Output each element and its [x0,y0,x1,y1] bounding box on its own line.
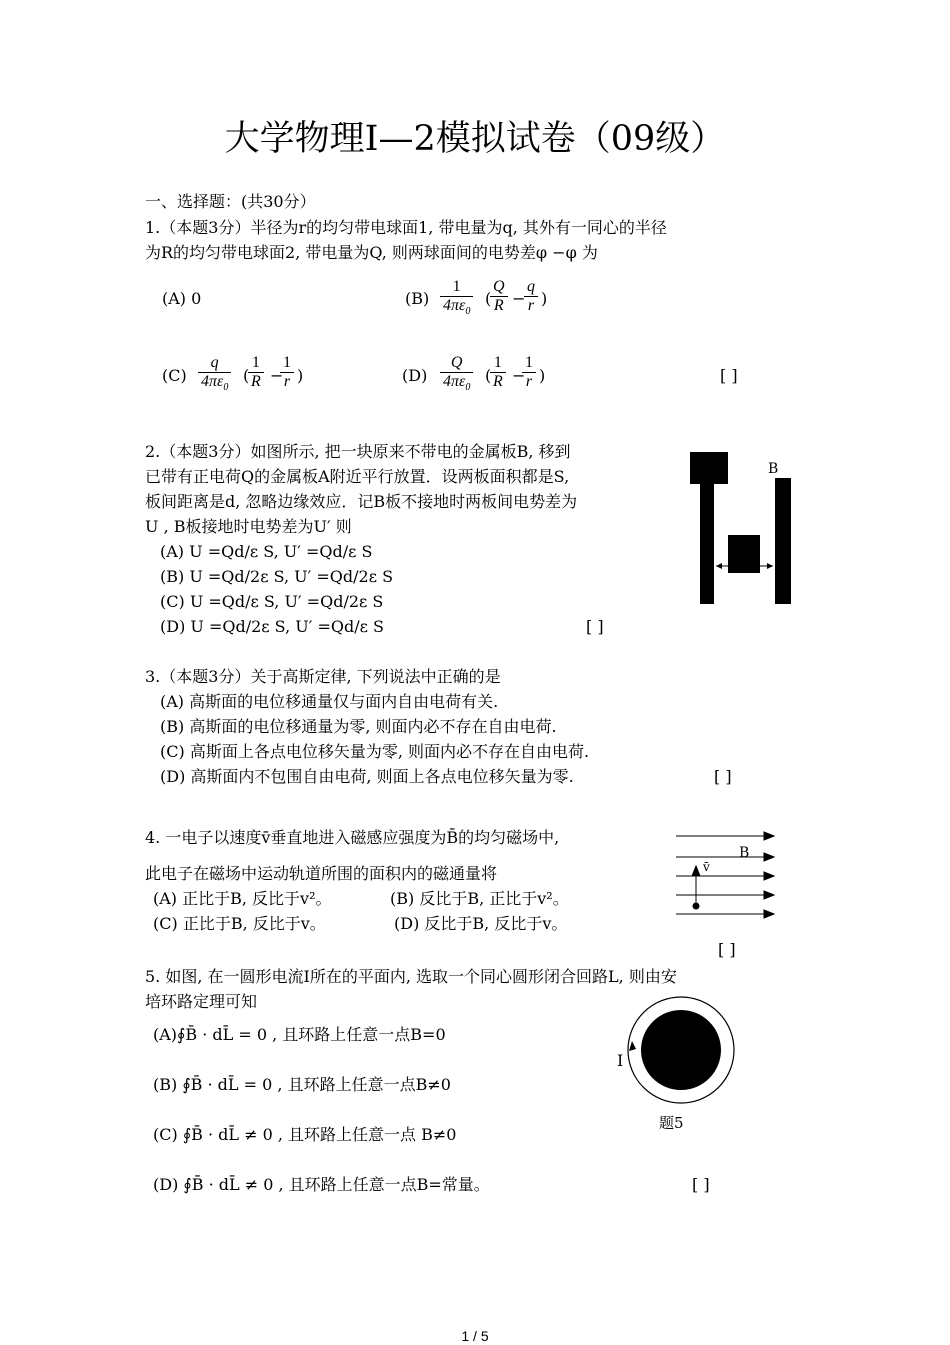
q2-stem-line1: 2.（本题3分）如图所示, 把一块原来不带电的金属板B, 移到 [145,442,571,461]
q5-option-c: (C) ∮B̄ · dL̄ ≠ 0 , 且环路上任意一点 B≠0 [153,1125,457,1144]
q2-option-c: (C) U =Qd/ε S, U′ =Qd/2ε S [160,592,384,611]
q1-option-c-label: (C) [162,366,187,385]
q3-option-d: (D) 高斯面内不包围自由电荷, 则面上各点电位移矢量为零. [160,767,574,786]
q5-stem-line2: 培环路定理可知 [145,992,258,1011]
q3-option-c: (C) 高斯面上各点电位移矢量为零, 则面内必不存在自由电荷. [160,742,590,761]
q3-option-b: (B) 高斯面的电位移通量为零, 则面内必不存在自由电荷. [160,717,557,736]
q1-b-frac-Q-R: $\frac{Q}{R}$ [490,278,508,315]
q1-option-a: (A) 0 [162,289,202,308]
plate-a [700,484,714,604]
q2-answer-bracket[interactable]: [ ] [586,617,604,636]
q2-stem-line3: 板间距离是d, 忽略边缘效应．记B板不接地时两板间电势差为 [145,492,578,511]
q4-field-figure [672,826,782,921]
plate-b [775,478,791,604]
q2-option-d: (D) U =Qd/2ε S, U′ =Qd/ε S [160,617,384,636]
q4-stem-line1: 4. 一电子以速度v̄垂直地进入磁感应强度为B̄的均匀磁场中, [145,828,560,847]
q4-answer-bracket[interactable]: [ ] [718,940,736,959]
q4-field-label: B [739,845,750,861]
q1-d-frac-1-R: $\frac{1}{R}$ [490,354,506,391]
q5-option-a: (A)∮B̄ · dL̄ = 0 , 且环路上任意一点B=0 [153,1025,446,1044]
q2-stem-line4: U , B板接地时电势差为U′ 则 [145,517,352,536]
q2-stem-line2: 已带有正电荷Q的金属板A附近平行放置．设两板面积都是S, [145,467,570,486]
q2-option-a: (A) U =Qd/ε S, U′ =Qd/ε S [160,542,373,561]
ampere-loop-disc [641,1010,721,1090]
q1-c-frac-1-r: $\frac{1}{r}$ [280,354,294,391]
q4-option-c: (C) 正比于B, 反比于v。 [153,914,326,933]
q5-loop-figure [620,995,740,1105]
current-direction-arrow [629,1041,636,1051]
q2-plates-figure [680,448,810,613]
q4-option-b: (B) 反比于B, 正比于v²。 [390,889,569,908]
q1-option-d-label: (D) [402,366,428,385]
q1-stem-line2: 为R的均匀带电球面2, 带电量为Q, 则两球面间的电势差φ −φ 为 [145,243,598,262]
q2-plate-b-label: B [768,461,779,477]
page-number: 1 / 5 [461,1328,489,1344]
plate-a-top-block [690,452,728,484]
page-title: 大学物理Ⅰ—2模拟试卷（09级） [224,119,726,159]
q1-answer-bracket[interactable]: [ ] [720,366,738,385]
q1-c-frac-1-R: $\frac{1}{R}$ [248,354,264,391]
q4-option-a: (A) 正比于B, 反比于v²。 [153,889,332,908]
q5-stem-line1: 5. 如图, 在一圆形电流I所在的平面内, 选取一个同心圆形闭合回路L, 则由安 [145,967,677,986]
q1-d-frac-coef: $\frac{Q}{4\pi\varepsilon_0}$ [440,354,473,393]
q1-option-b-label: (B) [405,289,430,308]
q4-velocity-label: v̄ [703,860,710,874]
q3-answer-bracket[interactable]: [ ] [714,767,732,786]
q3-option-a: (A) 高斯面的电位移通量仅与面内自由电荷有关. [160,692,499,711]
q4-stem-line2: 此电子在磁场中运动轨道所围的面积内的磁通量将 [145,864,498,883]
q3-stem: 3.（本题3分）关于高斯定律, 下列说法中正确的是 [145,667,501,686]
q1-stem-line1: 1.（本题3分）半径为r的均匀带电球面1, 带电量为q, 其外有一同心的半径 [145,218,667,237]
charge-block [728,535,760,573]
q2-option-b: (B) U =Qd/2ε S, U′ =Qd/2ε S [160,567,394,586]
q1-d-frac-1-r: $\frac{1}{r}$ [522,354,536,391]
q5-option-b: (B) ∮B̄ · dL̄ = 0 , 且环路上任意一点B≠0 [153,1075,451,1094]
q5-answer-bracket[interactable]: [ ] [692,1175,710,1194]
q1-b-frac-q-r: $\frac{q}{r}$ [524,278,538,315]
section-heading: 一、选择题：(共30分） [145,192,316,211]
q1-c-frac-coef: $\frac{q}{4\pi\varepsilon_0}$ [198,354,231,393]
q1-b-frac-coef: $\frac{1}{4\pi\varepsilon_0}$ [440,278,473,317]
q5-option-d: (D) ∮B̄ · dL̄ ≠ 0 , 且环路上任意一点B=常量。 [153,1175,490,1194]
q4-option-d: (D) 反比于B, 反比于v。 [394,914,568,933]
q1-b-paren-open: ( [485,289,492,308]
q5-current-label: I [617,1051,624,1070]
q5-figure-caption: 题5 [659,1114,684,1132]
